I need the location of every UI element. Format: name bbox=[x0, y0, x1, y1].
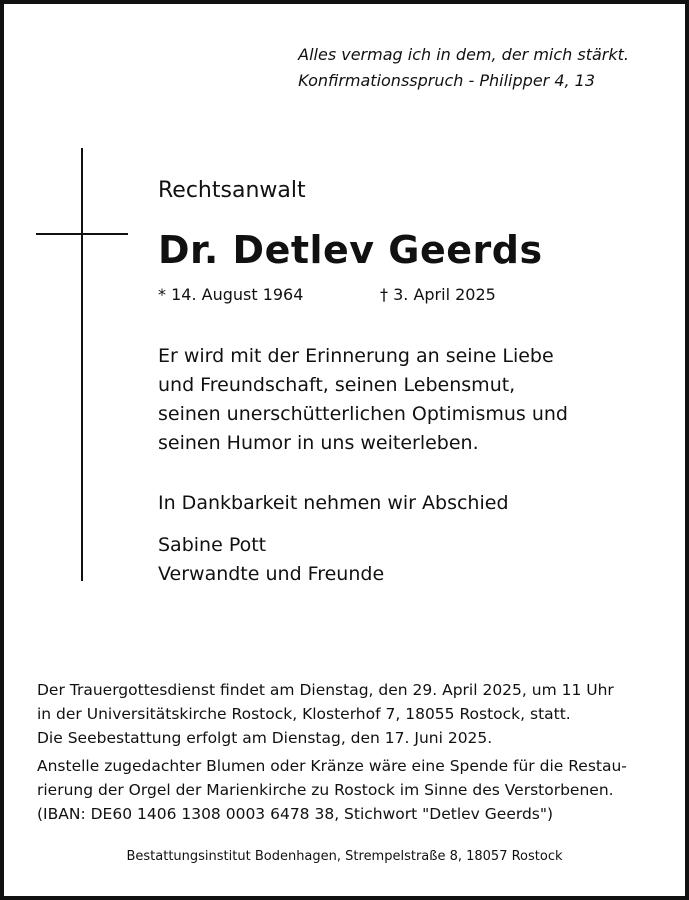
signature-line: Verwandte und Freunde bbox=[158, 563, 385, 585]
donation-line: Anstelle zugedachter Blumen oder Kränze wäre eine Spende für die Restau- bbox=[37, 757, 627, 775]
confirmation-motto bbox=[298, 42, 629, 94]
birth-date: * 14. August 1964 bbox=[158, 285, 304, 304]
donation-line: rierung der Orgel der Marienkirche zu Rostock im Sinne des Verstorbenen. bbox=[37, 781, 614, 799]
service-line: in der Universitätskirche Rostock, Klosterhof 7, 18055 Rostock, statt. bbox=[37, 705, 571, 723]
signature-line: Sabine Pott bbox=[158, 534, 267, 556]
service-line: Die Seebestattung erfolgt am Dienstag, den 17. Juni 2025. bbox=[37, 729, 493, 747]
death-date: † 3. April 2025 bbox=[380, 285, 496, 304]
signatures bbox=[158, 531, 384, 589]
donation-line: (IBAN: DE60 1406 1308 0003 6478 38, Stichwort "Detlev Geerds") bbox=[37, 805, 554, 823]
quote-line: seinen unerschütterlichen Optimismus und bbox=[158, 403, 568, 425]
profession: Rechtsanwalt bbox=[158, 178, 306, 203]
quote-line: Er wird mit der Erinnerung an seine Liebe bbox=[158, 345, 554, 367]
deceased-name: Dr. Detlev Geerds bbox=[158, 228, 543, 272]
motto-line-2: Konfirmationsspruch - Philipper 4, 13 bbox=[298, 71, 596, 90]
quote-line: seinen Humor in uns weiterleben. bbox=[158, 432, 479, 454]
service-information bbox=[37, 678, 627, 826]
quote-line: und Freundschaft, seinen Lebensmut, bbox=[158, 374, 516, 396]
farewell-line: In Dankbarkeit nehmen wir Abschied bbox=[158, 492, 509, 514]
funeral-home: Bestattungsinstitut Bodenhagen, Strempelstraße 8, 18057 Rostock bbox=[126, 849, 563, 864]
motto-line-1: Alles vermag ich in dem, der mich stärkt. bbox=[298, 45, 629, 64]
service-line: Der Trauergottesdienst findet am Dienstag, den 29. April 2025, um 11 Uhr bbox=[37, 681, 614, 699]
cross-icon-vertical bbox=[81, 148, 83, 581]
memorial-quote bbox=[158, 342, 568, 458]
cross-icon-horizontal bbox=[36, 233, 128, 235]
